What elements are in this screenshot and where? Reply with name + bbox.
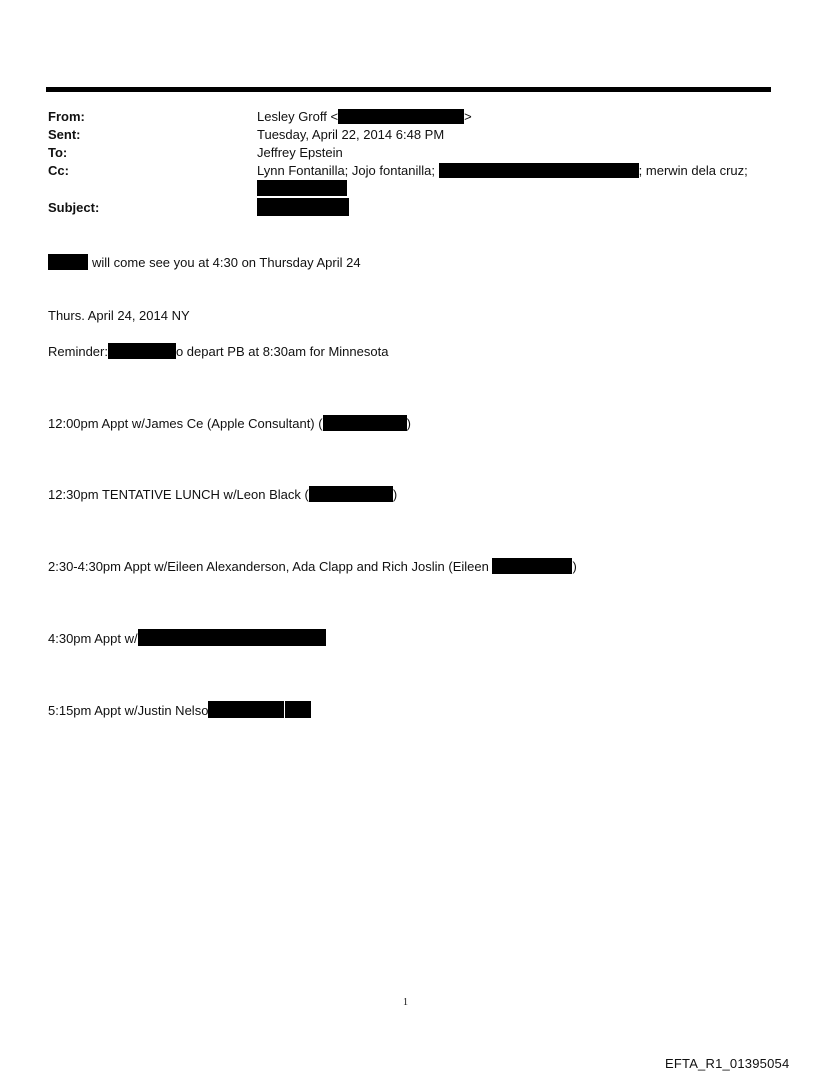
intro-line bbox=[48, 254, 361, 270]
appointment-1-close: ) bbox=[406, 416, 411, 431]
cc-value bbox=[257, 163, 748, 178]
redaction-appointment-5a bbox=[208, 701, 284, 718]
redaction-appointment-4 bbox=[138, 629, 326, 646]
redaction-from-email bbox=[338, 109, 464, 124]
to-value: Jeffrey Epstein bbox=[257, 145, 343, 160]
reminder-text: o depart PB at 8:30am for Minnesota bbox=[175, 344, 389, 359]
sent-label: Sent: bbox=[48, 127, 81, 142]
subject-label: Subject: bbox=[48, 200, 100, 215]
appointment-4-text: 4:30pm Appt w/ bbox=[48, 631, 138, 646]
appointment-3-text: 2:30-4:30pm Appt w/Eileen Alexanderson, Ada Clapp and Rich Joslin (Eileen bbox=[48, 559, 489, 574]
appointment-2-close: ) bbox=[392, 487, 398, 502]
from-value bbox=[257, 109, 472, 124]
sent-value: Tuesday, April 22, 2014 6:48 PM bbox=[257, 127, 445, 142]
appointment-2 bbox=[48, 486, 397, 502]
appointment-3 bbox=[48, 558, 577, 574]
appointment-5-text: 5:15pm Appt w/Justin Nelso bbox=[48, 703, 209, 718]
from-value-end: > bbox=[464, 109, 472, 124]
redaction-subject bbox=[257, 198, 349, 216]
redaction-appointment-5b bbox=[285, 701, 311, 718]
redaction-appointment-1 bbox=[323, 415, 407, 431]
cc-label: Cc: bbox=[48, 163, 69, 178]
redaction-cc-email bbox=[439, 163, 639, 178]
reminder-label: Reminder: bbox=[48, 344, 108, 359]
redaction-appointment-2 bbox=[309, 486, 393, 502]
intro-text: will come see you at 4:30 on Thursday April 24 bbox=[92, 255, 361, 270]
appointment-2-text: 12:30pm TENTATIVE LUNCH w/Leon Black ( bbox=[48, 487, 309, 502]
appointment-1-text: 12:00pm Appt w/James Ce (Apple Consultant) ( bbox=[48, 416, 323, 431]
appointment-1 bbox=[48, 415, 411, 431]
from-name: Lesley Groff < bbox=[257, 109, 339, 124]
page-number: 1 bbox=[403, 997, 408, 1008]
redaction-reminder bbox=[108, 343, 176, 359]
cc-names-end: ; merwin dela cruz; bbox=[638, 163, 748, 178]
date-line: Thurs. April 24, 2014 NY bbox=[48, 308, 190, 323]
to-label: To: bbox=[48, 145, 68, 160]
appointment-3-close: ) bbox=[572, 559, 577, 574]
redaction-appointment-3 bbox=[492, 558, 572, 574]
from-label: From: bbox=[48, 109, 85, 124]
header-rule bbox=[46, 87, 771, 92]
reminder-line bbox=[48, 343, 388, 359]
redaction-intro-name bbox=[48, 254, 88, 270]
cc-names: Lynn Fontanilla; Jojo fontanilla; bbox=[257, 163, 436, 178]
document-id: EFTA_R1_01395054 bbox=[665, 1056, 790, 1071]
redaction-cc-line2 bbox=[257, 180, 347, 196]
appointment-4 bbox=[48, 629, 326, 646]
appointment-5 bbox=[48, 701, 311, 718]
